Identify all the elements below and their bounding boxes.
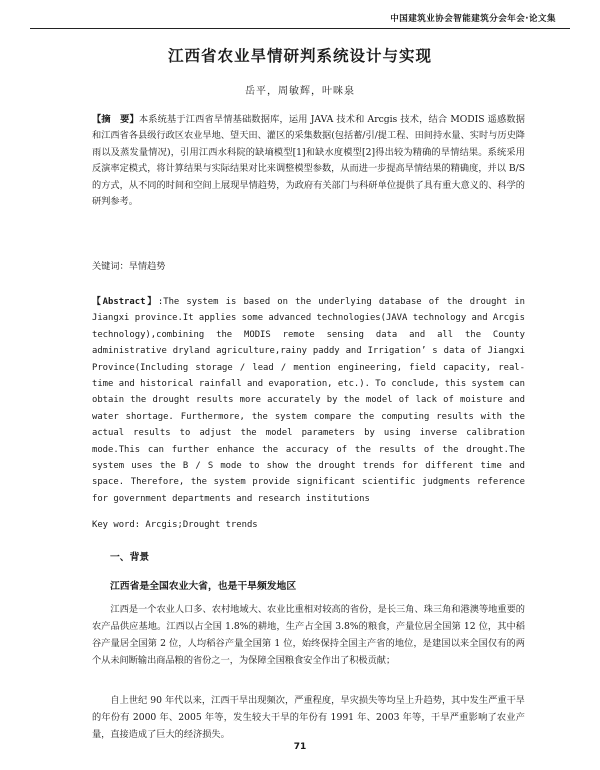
subsection-heading: 江西省是全国农业大省，也是干旱频发地区 (110, 581, 297, 592)
abstract-cn-text: 本系统基于江西省旱情基础数据库，运用 JAVA 技术和 Arcgis 技术，结合 MODIS 遥感数据和江西省各县级行政区农业旱地、望天田、灌区的采集数据(包括蓄/引/提工程、田间持水量、实时与历史降雨以及蒸发量情况)，引用江西水科院的缺墒模型[1]和缺水度模型[2]得出较为精确的旱情结果。系统采用反演率定模式，将计算结果与实际结果对比来调整模型参数，从而进一步提高旱情结果的精确度，并以 B/S 的方式，从不同的时间和空间上展现旱情趋势，为政府有关部门与科研单位提供了具有重大意义的、科学的研判参考。 (92, 114, 525, 208)
section-heading-background: 一、背景 (110, 552, 150, 563)
keywords-cn: 关键词：旱情趋势 (92, 261, 166, 272)
page-number: 71 (293, 742, 307, 752)
paper-authors: 岳平，周敏辉，叶咪泉 (245, 86, 355, 97)
abstract-en-label: 【Abstract】 (92, 297, 158, 307)
abstract-cn-label: 【摘 要】 (92, 114, 139, 125)
body-paragraph-1: 江西是一个农业人口多、农村地域大、农业比重相对较高的省份，是长三角、珠三角和港澳等地重要的农产品供应基地。江西以占全国 1.8%的耕地，生产占全国 3.8%的粮食，产量位居全国第 12 位，其中稻谷产量居全国第 2 位，人均稻谷产量全国第 1 位，始终保持全国主产省的地位，是建国以来全国仅有的两个从未间断输出商品粮的省份之一，为保障全国粮食安全作出了积极贡献； (92, 604, 525, 666)
abstract-en (92, 294, 525, 507)
abstract-cn (92, 112, 525, 210)
abstract-en-text: :The system is based on the underlying database of the drought in Jiangxi province.It applies some advanced technologies(JAVA technology and Arcgis technology),combining the MODIS remote sensing data and all the County administrative dryland agriculture,rainy paddy and Irrigation’ s data of Jiangxi Province(Including storage / lead / mention engineering, field capacity, real-time and historical rainfall and evaporation, etc.). To conclude, this system can obtain the drought results more accurately by the model of lack of moisture and water shortage. Furthermore, the system compare the computing results with the actual results to adjust the model parameters by using inverse calibration mode.This can further enhance the accuracy of the results of the drought.The system uses the B / S mode to show the drought trends for different time and space. Therefore, the system provide significant scientific judgments reference for government departments and research institutions (92, 297, 526, 504)
paper-title: 江西省农业旱情研判系统设计与实现 (167, 47, 432, 65)
running-header: 中国建筑业协会智能建筑分会年会·论文集 (390, 14, 556, 24)
keywords-en: Key word: Arcgis;Drought trends (92, 520, 258, 530)
header-rule (30, 28, 570, 29)
body-paragraph-2: 自上世纪 90 年代以来，江西干旱出现频次，严重程度，旱灾损失等均呈上升趋势，其中发生严重干旱的年份有 2000 年、2005 年等，发生较大干旱的年份有 1991 年、2003 年等，干旱严重影响了农业产量，直接造成了巨大的经济损失。 (92, 695, 525, 740)
